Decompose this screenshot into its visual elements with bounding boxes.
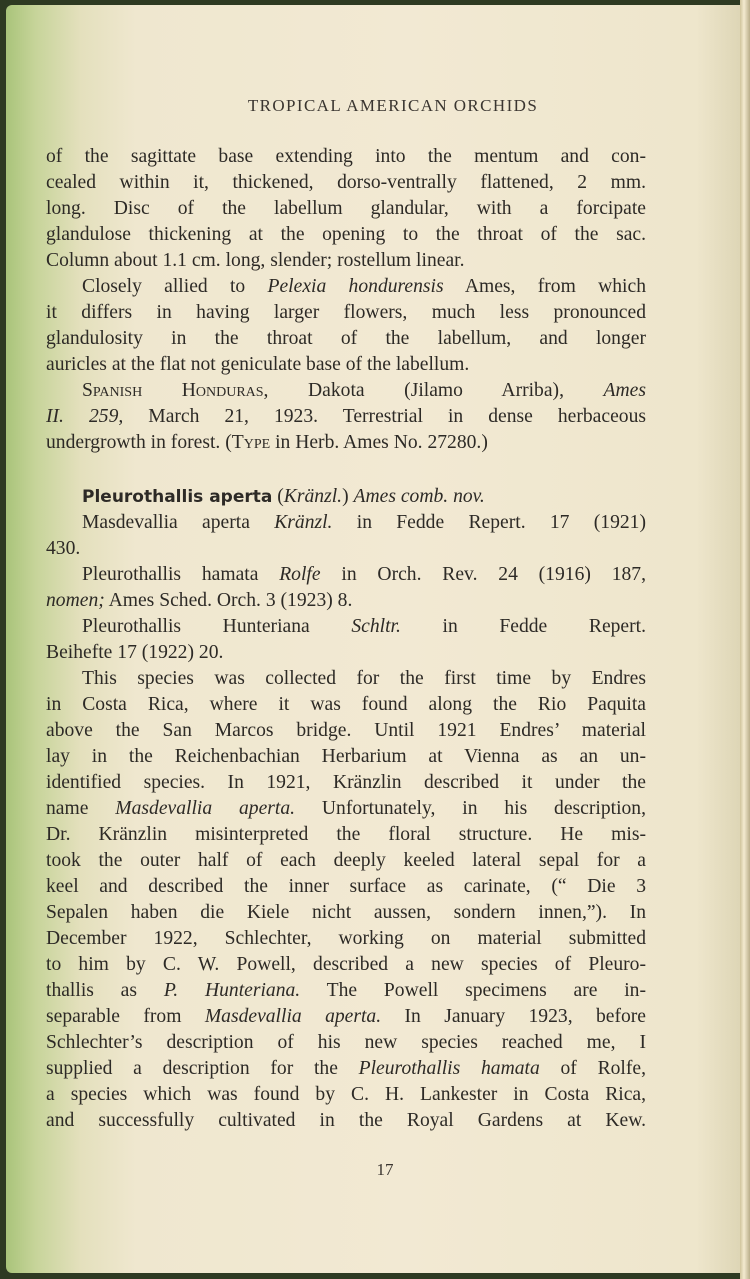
text-line: glandulose thickening at the opening to the throat of the sac. <box>46 224 646 245</box>
text-line: a species which was found by C. H. Lankester in Costa Rica, <box>46 1084 646 1105</box>
text-run: March 21, 1923. Terrestrial in dense herbaceous <box>123 406 646 427</box>
locality: Spanish Honduras, <box>82 380 269 401</box>
species-name: Pleurothallis aperta <box>82 487 273 507</box>
text-run: The Powell specimens are in- <box>300 980 647 1001</box>
text-run: Unfortunately, in his description, <box>295 798 647 819</box>
text-line: glandulosity in the throat of the labellum, and longer <box>46 328 646 349</box>
text-run: of Rolfe, <box>539 1058 646 1079</box>
text-run: undergrowth in forest. ( <box>46 432 232 453</box>
text-line: took the outer half of each deeply keeled lateral sepal for a <box>46 850 646 871</box>
text-line: December 1922, Schlechter, working on material submitted <box>46 928 646 949</box>
text-run: Closely allied to <box>82 276 268 297</box>
text-run: Ames Sched. Orch. 3 (1923) 8. <box>104 590 353 611</box>
collector: Ames <box>603 380 646 401</box>
text-line: Sepalen haben die Kiele nicht aussen, sondern innen,”). In <box>46 902 646 923</box>
synonym-line <box>82 510 646 536</box>
text-line: and successfully cultivated in the Royal Gardens at Kew. <box>46 1110 646 1131</box>
taxon-name: Masdevallia aperta. <box>115 798 296 819</box>
text-line: This species was collected for the first time by Endres <box>82 668 646 689</box>
author: Kränzl. <box>283 486 343 507</box>
text-run: separable from <box>46 1006 205 1027</box>
text-run: In January 1923, before <box>381 1006 647 1027</box>
author: Rolfe <box>279 564 321 585</box>
synonym-line <box>82 562 646 588</box>
text-run: Dakota (Jilamo Arriba), <box>268 380 604 401</box>
text-line: Beihefte 17 (1922) 20. <box>46 642 224 663</box>
text-run: in Herb. Ames No. 27280.) <box>270 432 488 453</box>
page-edge <box>740 0 750 1279</box>
text-run: name <box>46 798 116 819</box>
text-run: Ames, from which <box>443 276 646 297</box>
text-line: identified species. In 1921, Kränzlin described it under the <box>46 772 646 793</box>
text-run: Pleurothallis hamata <box>82 564 280 585</box>
text-line: Schlechter’s description of his new species reached me, I <box>46 1032 646 1053</box>
text-run: Pleurothallis Hunteriana <box>82 616 352 637</box>
text-line: cealed within it, thickened, dorso-ventrally flattened, 2 mm. <box>46 172 646 193</box>
text-run: in Fedde Repert. <box>400 616 646 637</box>
author: Schltr. <box>351 616 401 637</box>
text-line <box>46 404 646 430</box>
text-line: Column about 1.1 cm. long, slender; rostellum linear. <box>46 250 465 271</box>
text-line <box>82 378 646 404</box>
text-line <box>46 1004 646 1030</box>
combination: Ames comb. nov. <box>353 486 485 507</box>
text-run: ) <box>342 486 354 507</box>
text-line <box>46 588 646 614</box>
text-line: 430. <box>46 538 81 559</box>
text-line: it differs in having larger flowers, much less pronounced <box>46 302 646 323</box>
page-number: 17 <box>376 1160 394 1179</box>
text-line: above the San Marcos bridge. Until 1921 Endres’ material <box>46 720 646 741</box>
taxon-name: Masdevallia aperta. <box>204 1006 382 1027</box>
text-line: to him by C. W. Powell, described a new species of Pleuro- <box>46 954 646 975</box>
text-run: thallis as <box>46 980 164 1001</box>
text-line: keel and described the inner surface as carinate, (“ Die 3 <box>46 876 646 897</box>
text-line <box>46 796 646 822</box>
taxon-name: Pelexia hondurensis <box>267 276 444 297</box>
text-line: lay in the Reichenbachian Herbarium at Vienna as an un- <box>46 746 646 767</box>
type-label: Type <box>231 432 271 453</box>
text-line: auricles at the flat not geniculate base of the labellum. <box>46 354 470 375</box>
synonym-line <box>82 614 646 640</box>
text-run: in Fedde Repert. 17 (1921) <box>332 512 646 533</box>
text-run: Masdevallia aperta <box>82 512 275 533</box>
text-run: in Orch. Rev. 24 (1916) 187, <box>320 564 646 585</box>
collection-number: II. 259, <box>46 406 124 427</box>
text-line <box>46 978 646 1004</box>
nomen-label: nomen; <box>46 590 105 611</box>
text-line: in Costa Rica, where it was found along the Rio Paquita <box>46 694 646 715</box>
taxon-name: P. Hunteriana. <box>163 980 301 1001</box>
text-line <box>82 274 646 300</box>
running-title: TROPICAL AMERICAN ORCHIDS <box>247 96 539 115</box>
text-line: long. Disc of the labellum glandular, with a forcipate <box>46 198 646 219</box>
text-line: Dr. Kränzlin misinterpreted the floral structure. He mis- <box>46 824 646 845</box>
text-run: supplied a description for the <box>46 1058 359 1079</box>
taxon-name: Pleurothallis hamata <box>358 1058 540 1079</box>
text-line <box>46 430 646 456</box>
author: Kränzl. <box>274 512 333 533</box>
text-line <box>46 1056 646 1082</box>
text-line: of the sagittate base extending into the mentum and con- <box>46 146 646 167</box>
text-run: ( <box>272 486 284 507</box>
species-heading <box>82 484 646 510</box>
